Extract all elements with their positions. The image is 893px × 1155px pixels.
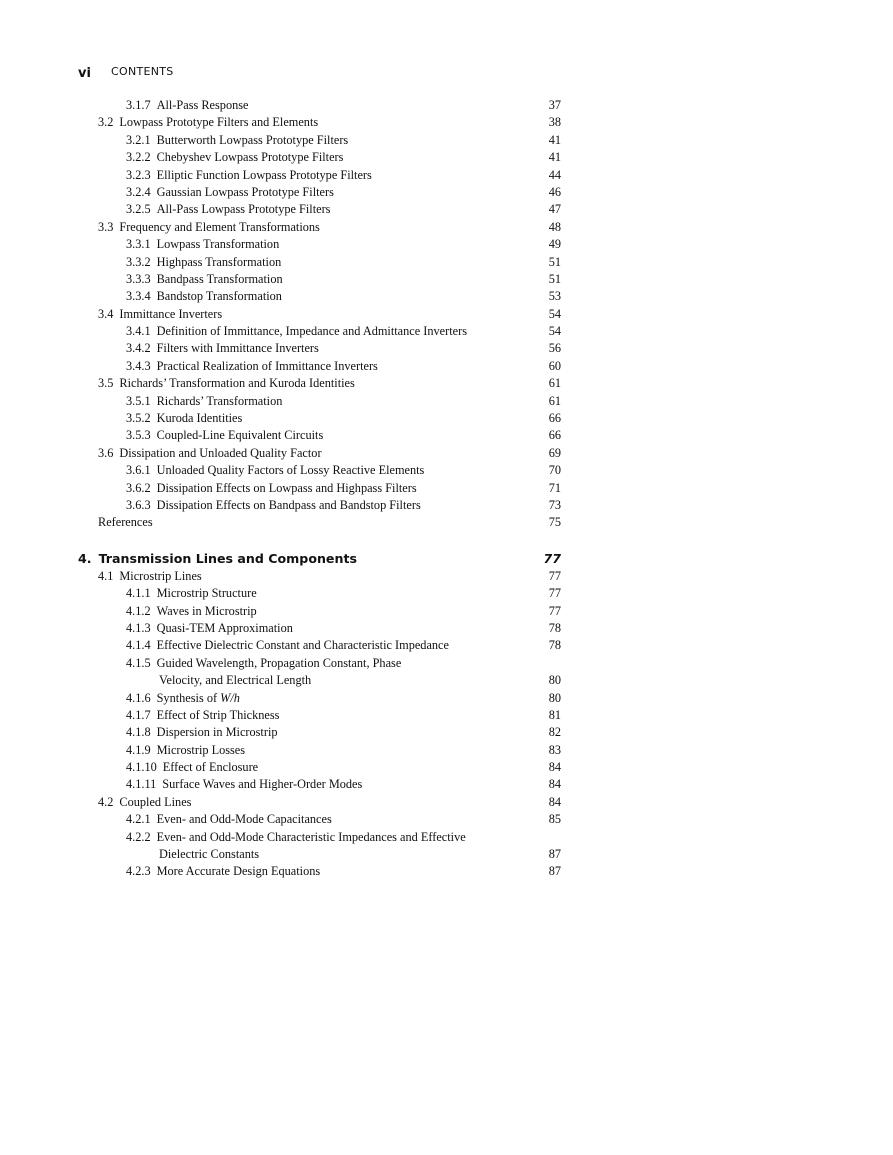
toc-entry-title: Bandpass Transformation [156, 271, 283, 286]
toc-entry-number: 3.6 [98, 445, 114, 460]
toc-entry [0, 759, 893, 776]
toc-page-number: 61 [548, 393, 561, 408]
toc-page-number: 41 [548, 132, 561, 147]
toc-entry-number: 4.1.4 [126, 638, 151, 653]
toc-entry-title: Dielectric Constants [159, 847, 260, 862]
toc-entry-number: 4.1.2 [126, 603, 151, 618]
toc-chapter-entry [0, 549, 893, 568]
toc-entry-title: Waves in Microstrip [156, 603, 257, 618]
toc-page-number: 80 [548, 673, 561, 688]
toc-page-number: 87 [548, 864, 561, 879]
toc-entry [0, 603, 893, 620]
toc-page-number: 51 [548, 254, 561, 269]
toc-entry-text [126, 707, 279, 724]
toc-entry-number: 3.4 [98, 306, 114, 321]
toc-entry-text [126, 149, 343, 166]
toc-entry-text [126, 427, 323, 444]
toc-page-number: 87 [548, 847, 561, 862]
toc-entry-text [126, 655, 401, 672]
table-of-contents [0, 97, 893, 881]
toc-entry-text [126, 236, 279, 253]
toc-entry-number: 4.1.5 [126, 655, 151, 670]
toc-entry-text [126, 167, 372, 184]
toc-entry-number: 3.3.4 [126, 289, 151, 304]
toc-entry [0, 254, 893, 271]
toc-entry-text [78, 549, 357, 568]
toc-page-number: 81 [548, 707, 561, 722]
toc-page-number: 46 [548, 184, 561, 199]
toc-page-number: 66 [548, 411, 561, 426]
toc-entry-title: Filters with Immittance Inverters [156, 341, 319, 356]
toc-entry-text [98, 306, 222, 323]
toc-entry-text [126, 724, 278, 741]
toc-entry-number: 4. [78, 550, 92, 566]
toc-entry-title: Coupled-Line Equivalent Circuits [156, 428, 324, 443]
toc-entry-number: 4.2 [98, 794, 114, 809]
toc-entry-number: 3.2.3 [126, 167, 151, 182]
toc-entry-number: 3.4.3 [126, 358, 151, 373]
toc-page-number: 75 [548, 515, 561, 530]
toc-entry-text [126, 393, 282, 410]
toc-entry-text [126, 254, 281, 271]
toc-entry-number: 3.4.1 [126, 324, 151, 339]
toc-entry-text [126, 637, 449, 654]
toc-entry [0, 846, 893, 863]
toc-entry [0, 829, 893, 846]
toc-page-number: 85 [548, 812, 561, 827]
toc-entry-number: 4.1.6 [126, 690, 151, 705]
toc-entry-title: Bandstop Transformation [156, 289, 282, 304]
toc-entry-title: Elliptic Function Lowpass Prototype Filters [156, 167, 372, 182]
toc-entry [0, 707, 893, 724]
toc-page-number: 84 [548, 777, 561, 792]
toc-entry-number: 3.5.1 [126, 393, 151, 408]
toc-page-number: 69 [548, 445, 561, 460]
toc-entry [0, 114, 893, 131]
running-title: CONTENTS [111, 65, 174, 78]
toc-entry [0, 585, 893, 602]
toc-entry [0, 514, 893, 531]
toc-entry-title: Lowpass Prototype Filters and Elements [119, 115, 319, 130]
toc-entry-number: 4.1 [98, 568, 114, 583]
toc-entry-number: 4.2.1 [126, 812, 151, 827]
toc-entry-text [126, 497, 421, 514]
toc-entry-number: 3.3.3 [126, 271, 151, 286]
toc-entry-number: 3.2.4 [126, 184, 151, 199]
toc-entry-text [126, 829, 466, 846]
toc-entry-title: All-Pass Response [156, 98, 249, 112]
toc-entry-title: References [98, 515, 153, 530]
toc-entry [0, 637, 893, 654]
toc-entry-title: Frequency and Element Transformations [119, 219, 320, 234]
toc-entry-title: Definition of Immittance, Impedance and Admittance Inverters [156, 324, 467, 339]
toc-entry-number: 4.1.11 [126, 777, 157, 792]
toc-entry-title: Dissipation Effects on Bandpass and Bandstop Filters [156, 497, 421, 512]
toc-page-number: 61 [548, 376, 561, 391]
toc-entry-title: Practical Realization of Immittance Inverters [156, 358, 378, 373]
toc-entry-text [126, 271, 283, 288]
toc-page-number: 73 [548, 497, 561, 512]
toc-entry-title: Effect of Enclosure [162, 760, 259, 775]
toc-entry [0, 742, 893, 759]
toc-entry-title: Lowpass Transformation [156, 237, 280, 252]
toc-entry [0, 271, 893, 288]
toc-entry-title: Dissipation Effects on Lowpass and Highpass Filters [156, 480, 417, 495]
toc-entry-number: 3.4.2 [126, 341, 151, 356]
toc-entry-text [126, 759, 258, 776]
toc-page-number: 37 [548, 98, 561, 112]
toc-entry [0, 480, 893, 497]
toc-entry [0, 427, 893, 444]
toc-page-number: 54 [548, 324, 561, 339]
toc-entry-title: Velocity, and Electrical Length [159, 673, 312, 688]
toc-entry-title: More Accurate Design Equations [156, 864, 321, 879]
toc-entry [0, 672, 893, 689]
toc-entry-text [126, 358, 378, 375]
toc-page-number: 71 [548, 480, 561, 495]
toc-page-number: 47 [548, 202, 561, 217]
toc-entry-number: 3.2.2 [126, 150, 151, 165]
toc-entry-number: 3.1.7 [126, 98, 151, 112]
toc-entry-number: 3.2.1 [126, 132, 151, 147]
toc-entry-title: Quasi-TEM Approximation [156, 620, 293, 635]
toc-page-number: 78 [548, 638, 561, 653]
toc-entry-number: 3.3 [98, 219, 114, 234]
toc-entry-title: Microstrip Losses [156, 742, 246, 757]
toc-entry-title: Richards’ Transformation and Kuroda Identities [119, 376, 355, 391]
toc-entry-title: Dispersion in Microstrip [156, 725, 278, 740]
toc-page-number: 77 [543, 550, 561, 566]
toc-entry-text [126, 323, 467, 340]
page-number: vi [78, 66, 91, 81]
toc-entry-text [126, 603, 257, 620]
toc-entry-title: Even- and Odd-Mode Capacitances [156, 812, 332, 827]
toc-entry [0, 776, 893, 793]
toc-page-number: 77 [548, 568, 561, 583]
toc-entry [0, 97, 893, 114]
toc-page-number: 48 [548, 219, 561, 234]
toc-entry-title: Butterworth Lowpass Prototype Filters [156, 132, 349, 147]
toc-entry-number: 4.1.3 [126, 620, 151, 635]
toc-page-number: 53 [548, 289, 561, 304]
toc-entry-number: 4.1.8 [126, 725, 151, 740]
toc-page-number: 80 [548, 690, 561, 705]
toc-entry-number: 4.1.10 [126, 760, 157, 775]
toc-entry [0, 811, 893, 828]
toc-page-number: 38 [548, 115, 561, 130]
toc-entry [0, 167, 893, 184]
toc-page-number: 83 [548, 742, 561, 757]
toc-entry [0, 184, 893, 201]
toc-entry-title: Dissipation and Unloaded Quality Factor [119, 445, 322, 460]
toc-entry [0, 863, 893, 880]
toc-entry-number: 3.5.2 [126, 411, 151, 426]
toc-entry-text [126, 620, 293, 637]
toc-entry-text [98, 568, 202, 585]
toc-entry-number: 3.5.3 [126, 428, 151, 443]
toc-entry-title: Microstrip Lines [119, 568, 202, 583]
toc-entry-text [98, 375, 355, 392]
toc-entry [0, 358, 893, 375]
toc-entry-title: All-Pass Lowpass Prototype Filters [156, 202, 331, 217]
toc-entry-title: Synthesis of [156, 690, 221, 705]
toc-entry [0, 288, 893, 305]
toc-entry-title: Chebyshev Lowpass Prototype Filters [156, 150, 344, 165]
toc-entry-text [98, 794, 191, 811]
toc-entry-text [126, 184, 334, 201]
toc-entry [0, 340, 893, 357]
toc-entry-number: 4.2.3 [126, 864, 151, 879]
toc-page-number: 54 [548, 306, 561, 321]
toc-entry-number: 3.6.2 [126, 480, 151, 495]
toc-entry-title: Even- and Odd-Mode Characteristic Impedances and Effective [156, 829, 466, 844]
toc-entry-text [126, 863, 320, 880]
toc-entry [0, 497, 893, 514]
toc-page-number: 66 [548, 428, 561, 443]
toc-entry-text [126, 288, 282, 305]
toc-entry [0, 445, 893, 462]
toc-entry-number: 3.2.5 [126, 202, 151, 217]
toc-entry [0, 306, 893, 323]
toc-entry-title: Kuroda Identities [156, 411, 243, 426]
toc-page-number: 84 [548, 760, 561, 775]
toc-page-number: 70 [548, 463, 561, 478]
toc-entry-text [126, 585, 257, 602]
toc-entry-number: 3.5 [98, 376, 114, 391]
page-header [78, 62, 174, 81]
toc-entry-title: Immittance Inverters [119, 306, 223, 321]
toc-entry [0, 410, 893, 427]
toc-entry [0, 462, 893, 479]
toc-entry-text [126, 690, 240, 707]
toc-entry-title: Effect of Strip Thickness [156, 707, 280, 722]
toc-page-number: 60 [548, 358, 561, 373]
toc-page-number: 56 [548, 341, 561, 356]
toc-page-number: 82 [548, 725, 561, 740]
toc-entry-title: Surface Waves and Higher-Order Modes [162, 777, 363, 792]
toc-entry-number: 4.2.2 [126, 829, 151, 844]
toc-entry-number: 4.1.9 [126, 742, 151, 757]
toc-entry-title: Gaussian Lowpass Prototype Filters [156, 184, 334, 199]
toc-entry-text [126, 340, 319, 357]
toc-entry-text [126, 742, 245, 759]
toc-page-number: 44 [548, 167, 561, 182]
toc-entry [0, 655, 893, 672]
toc-entry [0, 393, 893, 410]
toc-entry [0, 690, 893, 707]
toc-entry-title: Effective Dielectric Constant and Characteristic Impedance [156, 638, 449, 653]
toc-entry-title: Microstrip Structure [156, 586, 257, 601]
toc-page-number: 77 [548, 586, 561, 601]
toc-entry [0, 794, 893, 811]
toc-entry-text [98, 445, 322, 462]
toc-entry-number: 4.1.7 [126, 707, 151, 722]
toc-entry-text [98, 114, 318, 131]
toc-page-number: 78 [548, 620, 561, 635]
toc-entry [0, 219, 893, 236]
section-gap [0, 532, 893, 549]
toc-entry-text [126, 201, 330, 218]
toc-entry [0, 568, 893, 585]
toc-entry-number: 3.2 [98, 115, 114, 130]
toc-entry-text [126, 462, 424, 479]
toc-entry [0, 132, 893, 149]
toc-page-number: 49 [548, 237, 561, 252]
toc-entry-number: 3.3.1 [126, 237, 151, 252]
toc-entry-number: 3.3.2 [126, 254, 151, 269]
toc-entry [0, 375, 893, 392]
toc-entry-title: Coupled Lines [119, 794, 192, 809]
toc-entry-title: Guided Wavelength, Propagation Constant, Phase [156, 655, 402, 670]
toc-entry-text [126, 480, 417, 497]
toc-entry-title-italic: W/h [220, 690, 240, 705]
toc-entry-text [126, 811, 332, 828]
toc-entry-number: 4.1.1 [126, 586, 151, 601]
toc-entry-title: Unloaded Quality Factors of Lossy Reactive Elements [156, 463, 425, 478]
toc-entry [0, 236, 893, 253]
toc-page-number: 41 [548, 150, 561, 165]
toc-entry-text [159, 672, 311, 689]
toc-entry-text [159, 846, 259, 863]
toc-entry-number: 3.6.3 [126, 497, 151, 512]
toc-entry-title: Transmission Lines and Components [98, 550, 357, 566]
toc-entry [0, 620, 893, 637]
toc-page-number: 77 [548, 603, 561, 618]
toc-page-number: 51 [548, 271, 561, 286]
toc-entry-text [98, 219, 320, 236]
toc-entry [0, 724, 893, 741]
toc-entry-text [126, 776, 362, 793]
toc-entry-number: 3.6.1 [126, 463, 151, 478]
toc-entry-title: Highpass Transformation [156, 254, 282, 269]
toc-entry-text [126, 410, 242, 427]
toc-entry-title: Richards’ Transformation [156, 393, 283, 408]
toc-page-number: 84 [548, 794, 561, 809]
toc-entry-text [126, 132, 348, 149]
toc-entry [0, 323, 893, 340]
toc-entry-text [98, 514, 153, 531]
toc-entry-text [126, 97, 248, 114]
toc-entry [0, 149, 893, 166]
toc-entry [0, 201, 893, 218]
